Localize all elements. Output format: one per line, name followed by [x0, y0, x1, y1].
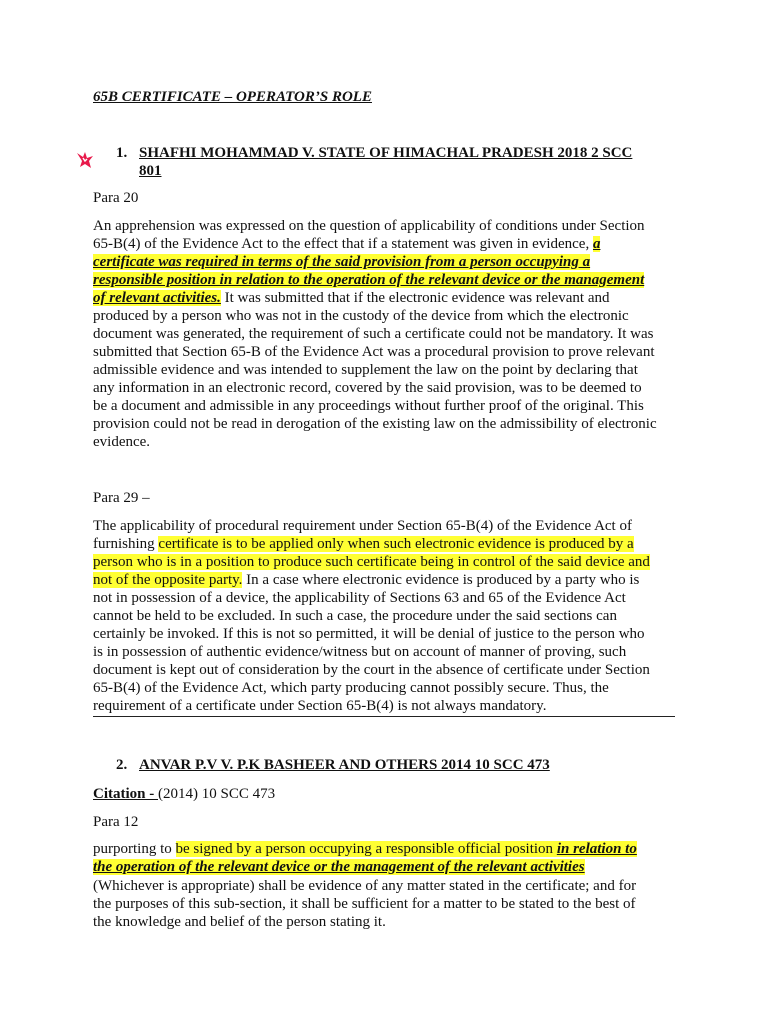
bookmark-icon[interactable]	[74, 149, 96, 171]
p20-line: provision could not be read in derogation of the existing law on the admissibility of electronic	[93, 416, 657, 432]
p20-line	[93, 289, 610, 307]
p29-line: certainly be invoked. If this is not so permitted, it will be denial of justice to the person who	[93, 626, 645, 642]
p29-line: document is kept out of consideration by the court in the absence of certificate under Section	[93, 662, 650, 678]
p12-highlight-emphasis: the operation of the relevant device or the management of the relevant activities	[93, 859, 585, 875]
p29-line	[93, 553, 650, 571]
p20-highlight: certificate was required in terms of the said provision from a person occupying a	[93, 254, 591, 270]
p12-line: the knowledge and belief of the person stating it.	[93, 914, 386, 930]
p29-text: furnishing	[93, 536, 159, 552]
p20-line	[93, 271, 644, 289]
section-2-number: 2.	[116, 757, 128, 773]
section-divider	[93, 716, 675, 717]
p20-text: 65-B(4) of the Evidence Act to the effect that if a statement was given in evidence,	[93, 236, 593, 252]
p12-text: purporting to	[93, 841, 176, 857]
para-29-label: Para 29 –	[93, 490, 150, 506]
p20-highlight: a	[592, 236, 601, 252]
citation-value: (2014) 10 SCC 473	[158, 786, 276, 802]
p29-line: cannot be held to be excluded. In such a case, the procedure under the said sections can	[93, 608, 617, 624]
p29-line: 65-B(4) of the Evidence Act, which party producing cannot possibly secure. Thus, the	[93, 680, 609, 696]
p29-line	[93, 535, 634, 553]
para-12-label: Para 12	[93, 814, 139, 830]
p29-line: not in possession of a device, the applicability of Sections 63 and 65 of the Evidence Act	[93, 590, 626, 606]
p12-line	[93, 858, 585, 876]
citation-line	[93, 785, 275, 803]
p20-line: be a document and admissible in any proceedings without further proof of the original. This	[93, 398, 644, 414]
p20-line: An apprehension was expressed on the question of applicability of conditions under Section	[93, 218, 645, 234]
p20-line: evidence.	[93, 434, 151, 450]
p29-text: In a case where electronic evidence is produced by a party who is	[242, 572, 640, 588]
p20-line: document was generated, the requirement of such a certificate could not be mandatory. It was	[93, 326, 654, 342]
p29-line: is in possession of authentic evidence/witness but on account of manner of proving, such	[93, 644, 627, 660]
p12-line	[93, 840, 637, 858]
section-1-number: 1.	[116, 145, 128, 161]
p20-line: submitted that Section 65-B of the Evidence Act was a procedural provision to prove relevant	[93, 344, 655, 360]
p20-text: It was submitted that if the electronic evidence was relevant and	[220, 290, 610, 306]
citation-label: Citation -	[93, 786, 158, 802]
p20-line	[93, 235, 600, 253]
document-title: 65B CERTIFICATE – OPERATOR’S ROLE	[93, 89, 372, 105]
p20-highlight: responsible position in relation to the operation of the relevant device or the management	[93, 272, 645, 288]
p12-line: the purposes of this sub-section, it shall be sufficient for a matter to be stated to the best of	[93, 896, 636, 912]
p20-line	[93, 253, 590, 271]
section-2-heading: ANVAR P.V V. P.K BASHEER AND OTHERS 2014 10 SCC 473	[139, 757, 550, 773]
para-20-label: Para 20	[93, 190, 139, 206]
p29-highlight: person who is in a position to produce such certificate being in control of the said device and	[93, 554, 650, 570]
p12-highlight-emphasis: in relation to	[556, 841, 637, 857]
p29-highlight: not of the opposite party.	[93, 572, 243, 588]
p12-line: (Whichever is appropriate) shall be evidence of any matter stated in the certificate; and for	[93, 878, 637, 894]
p29-line	[93, 571, 639, 589]
p20-line: any information in an electronic record, covered by the said provision, was to be deemed to	[93, 380, 642, 396]
p20-highlight: of relevant activities.	[93, 290, 221, 306]
p20-line: produced by a person who was not in the custody of the device from which the electronic	[93, 308, 629, 324]
section-1-heading-line-2: 801	[139, 163, 162, 179]
p29-line: The applicability of procedural requirement under Section 65-B(4) of the Evidence Act of	[93, 518, 632, 534]
p29-highlight: certificate is to be applied only when such electronic evidence is produced by a	[158, 536, 634, 552]
section-1-heading-line-1: SHAFHI MOHAMMAD V. STATE OF HIMACHAL PRADESH 2018 2 SCC	[139, 145, 633, 161]
p29-line: requirement of a certificate under Section 65-B(4) is not always mandatory.	[93, 698, 547, 714]
p12-highlight: be signed by a person occupying a responsible official position	[175, 841, 557, 857]
p20-line: admissible evidence and was intended to supplement the law on the point by declaring that	[93, 362, 638, 378]
